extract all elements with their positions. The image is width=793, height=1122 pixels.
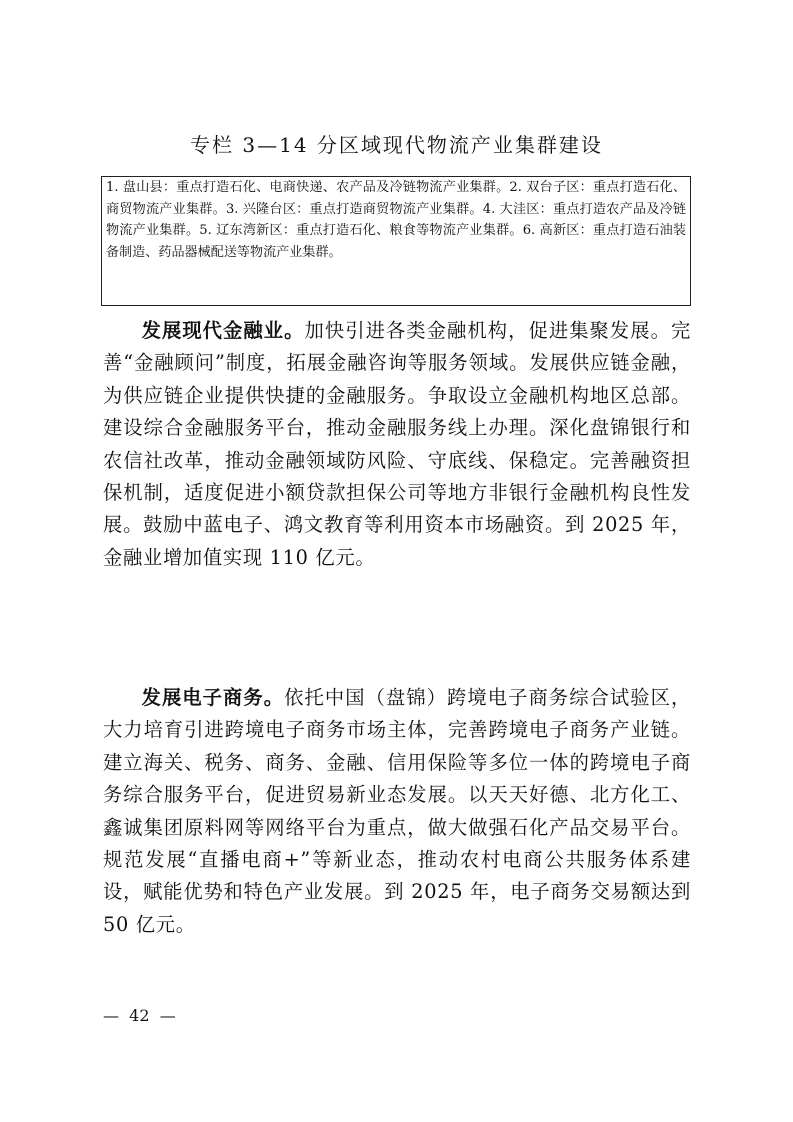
paragraph-body: 加快引进各类金融机构，促进集聚发展。完善“金融顾问”制度，拓展金融咨询等服务领域。发展供应链金融，为供应链企业提供快捷的金融服务。争取设立金融机构地区总部。建设综合金融服务平台，推动金融服务线上办理。深化盘锦银行和农信社改革，推动金融领域防风险、守底线、保稳定。完善融资担保机制，适度促进小额贷款担保公司等地方非银行金融机构良性发展。鼓励中蓝电子、鸿文教育等利用资本市场融资。到 2025 年，金融业增加值实现 110 亿元。 <box>103 319 691 569</box>
column-title: 专栏 3—14 分区域现代物流产业集群建设 <box>190 133 603 157</box>
paragraph-body: 依托中国（盘锦）跨境电子商务综合试验区，大力培育引进跨境电子商务市场主体，完善跨境电子商务产业链。建立海关、税务、商务、金融、信用保险等多位一体的跨境电子商务综合服务平台，促进贸易新业态发展。以天天好德、北方化工、鑫诚集团原料网等网络平台为重点，做大做强石化产品交易平台。规范发展“直播电商+”等新业态，推动农村电商公共服务体系建设，赋能优势和特色产业发展。到 2025 年，电子商务交易额达到 50 亿元。 <box>103 686 692 936</box>
paragraph-heading: 发展现代金融业。 <box>141 319 305 342</box>
paragraph-finance <box>103 315 691 574</box>
boxed-note: 1. 盘山县：重点打造石化、电商快递、农产品及冷链物流产业集群。2. 双台子区：重点打造石化、商贸物流产业集群。3. 兴隆台区：重点打造商贸物流产业集群。4. 大洼区：重点打造农产品及冷链物流产业集群。5. 辽东湾新区：重点打造石化、粮食等物流产业集群。6. 高新区：重点打造石油装备制造、药品器械配送等物流产业集群。 <box>101 176 691 306</box>
page-number: — 42 — <box>103 1006 176 1025</box>
paragraph-ecommerce <box>103 682 691 941</box>
paragraph-heading: 发展电子商务。 <box>141 686 285 709</box>
